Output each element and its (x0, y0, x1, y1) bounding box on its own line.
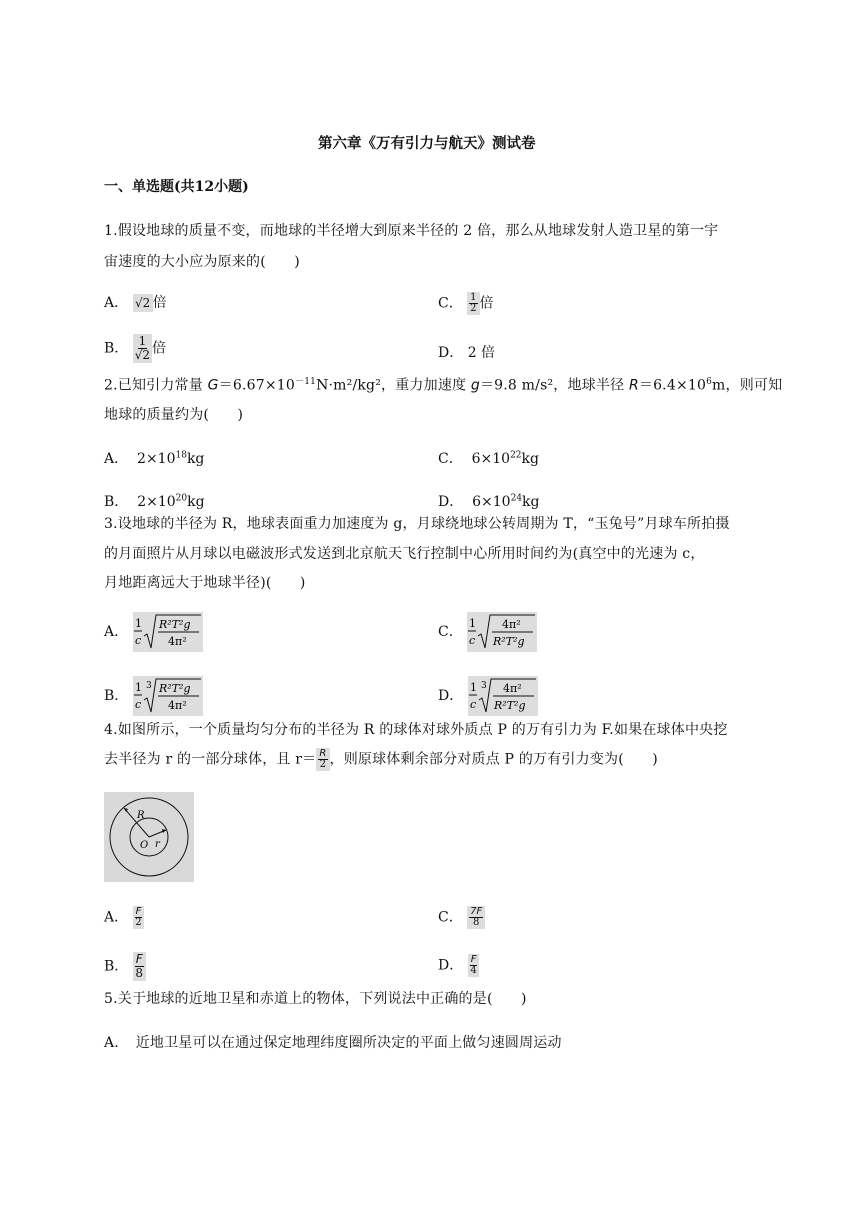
q4-option-a (104, 906, 144, 929)
option-label: A． (104, 624, 129, 640)
section-heading: 一、单选题(共12小题) (104, 179, 249, 195)
frac-num: F (470, 954, 477, 965)
q3-option-c (438, 612, 537, 652)
frac-num: F (135, 952, 143, 966)
svg-text:3: 3 (145, 681, 152, 691)
q1-line-2: 宙速度的大小应为原来的( ) (104, 254, 300, 270)
option-exp: 22 (510, 450, 522, 461)
svg-text:R²T²g: R²T²g (158, 618, 191, 631)
frac-den: 8 (473, 917, 480, 928)
formula-sqrt-4pi2-over-r2t2g (467, 612, 537, 652)
svg-text:R²T²g: R²T²g (493, 699, 526, 712)
option-label: B． (104, 958, 129, 975)
option-suffix: 倍 (479, 295, 494, 312)
q2-option-c (438, 448, 539, 468)
svg-text:1: 1 (134, 681, 142, 694)
q2-option-b (104, 491, 205, 511)
svg-text:R²T²g: R²T²g (493, 635, 525, 648)
q4-line-1: 4.如图所示，一个质量均匀分布的半径为 R 的球体对球外质点 P 的万有引力为 F.如果在球体中央挖 (104, 722, 728, 738)
option-text: 2 倍 (467, 345, 496, 361)
formula-cbrt-r2t2g-over-4pi2 (133, 676, 203, 716)
option-suffix: 倍 (152, 340, 167, 357)
option-label: D． (438, 957, 464, 974)
svg-text:4π²: 4π² (502, 618, 521, 631)
sqrt2-formula: √2 (133, 294, 153, 312)
svg-text:1: 1 (134, 617, 142, 630)
option-label: A． (104, 451, 129, 467)
option-text: kg (522, 494, 540, 510)
r-over-2-formula (316, 748, 329, 771)
fraction (467, 906, 485, 929)
q3-line-2: 的月面照片从月球以电磁波形式发送到北京航天飞行控制中心所用时间约为(真空中的光速为 c， (104, 546, 705, 562)
frac-num: F (135, 906, 142, 917)
q2-var-r: R (628, 377, 639, 394)
option-exp: 20 (175, 493, 188, 504)
option-label: B． (104, 340, 129, 357)
page-title: 第六章《万有引力与航天》测试卷 (318, 135, 536, 152)
frac-num: R (319, 748, 327, 759)
option-text: kg (521, 451, 539, 467)
q1-option-c (438, 292, 494, 315)
option-text: kg (187, 494, 205, 510)
option-label: A． (104, 295, 129, 311)
option-label: C． (438, 624, 463, 640)
option-label: C． (438, 451, 463, 467)
fig-label-r-small: r (155, 839, 160, 850)
q2-text: ＝9.8 m/s²，地球半径 (479, 377, 629, 394)
q4-text: 去半径为 r 的一部分球体，且 r＝ (104, 751, 317, 768)
option-label: D． (438, 345, 464, 361)
option-exp: 24 (510, 493, 523, 504)
option-label: D． (438, 688, 464, 704)
frac-den: 2 (135, 917, 142, 928)
q3-line-3: 月地距离远大于地球半径)( ) (104, 575, 306, 591)
svg-text:1: 1 (469, 681, 477, 694)
q1-option-b (104, 334, 166, 363)
q3-option-a (104, 612, 203, 652)
half-formula: $\frac{1}{2}$ (467, 292, 479, 315)
option-label: B． (104, 494, 129, 510)
q4-text: ，则原球体剩余部分对质点 P 的万有引力变为( ) (329, 751, 658, 768)
q2-option-d (438, 491, 540, 511)
formula-sqrt-r2t2g-over-4pi2 (133, 612, 203, 652)
q2-text: ＝6.67×10 (218, 377, 295, 394)
q2-text: m，则可知 (712, 377, 783, 394)
option-label: A． (104, 909, 129, 926)
svg-text:4π²: 4π² (167, 635, 187, 648)
option-text: 2×10 (137, 451, 176, 467)
option-text: 6×10 (471, 451, 511, 467)
option-text: 6×10 (472, 494, 511, 510)
inv-sqrt2-formula: $\frac{1}{√2}$ (134, 334, 151, 362)
fraction (133, 906, 145, 929)
q2-exp: －11 (295, 377, 317, 387)
fraction (133, 952, 146, 981)
fraction (468, 954, 480, 977)
q3-option-d (438, 676, 538, 716)
option-label: C． (438, 909, 463, 926)
svg-text:c: c (469, 698, 476, 711)
svg-text:c: c (469, 634, 476, 647)
sphere-figure (104, 792, 194, 882)
svg-text:4π²: 4π² (167, 699, 187, 712)
q2-text: 2.已知引力常量 (104, 377, 208, 394)
q2-line-1 (104, 374, 782, 395)
frac-num: 7F (470, 906, 483, 917)
frac-den: 4 (470, 965, 477, 976)
q5-line-1: 5.关于地球的近地卫星和赤道上的物体，下列说法中正确的是( ) (104, 991, 527, 1007)
q2-var-g-const: G (207, 377, 219, 394)
q1-option-a (104, 292, 167, 312)
fig-label-o: O (140, 840, 149, 851)
option-text: kg (186, 451, 205, 467)
svg-text:3: 3 (480, 681, 487, 691)
frac-den: 8 (135, 966, 144, 980)
q3-line-1: 3.设地球的半径为 R，地球表面重力加速度为 g，月球绕地球公转周期为 T，“玉兔号”月球车所拍摄 (104, 516, 730, 532)
svg-text:4π²: 4π² (502, 682, 522, 695)
q4-option-b (104, 952, 146, 981)
q5-option-a: A． 近地卫星可以在通过保定地理纬度圈所决定的平面上做匀速圆周运动 (104, 1035, 562, 1051)
q2-text: N·m²/kg²，重力加速度 (316, 377, 471, 394)
svg-text:c: c (134, 634, 141, 647)
frac-den: 2 (319, 759, 327, 770)
svg-text:R²T²g: R²T²g (158, 682, 191, 695)
option-label: C． (438, 295, 463, 312)
option-text: 2×10 (137, 494, 176, 510)
q4-option-c (438, 906, 485, 929)
fig-label-r-big: R (137, 810, 145, 821)
formula-cbrt-4pi2-over-r2t2g (468, 676, 538, 716)
q2-text: ＝6.4×10 (638, 377, 707, 394)
q3-option-b (104, 676, 203, 716)
q2-var-g: g (470, 377, 480, 394)
option-label: B． (104, 688, 129, 704)
option-exp: 18 (175, 450, 187, 461)
q2-exp: 6 (706, 377, 713, 387)
option-suffix: 倍 (152, 295, 167, 311)
svg-text:1: 1 (469, 617, 477, 630)
q1-option-d (438, 342, 495, 362)
q1-line-1: 1.假设地球的质量不变，而地球的半径增大到原来半径的 2 倍，那么从地球发射人造卫星的第一宇 (104, 223, 719, 239)
option-label: D． (438, 494, 464, 510)
q2-line-2: 地球的质量约为( ) (104, 407, 244, 423)
q2-option-a (104, 448, 204, 468)
q4-line-2 (104, 748, 658, 771)
svg-text:c: c (134, 698, 141, 711)
q4-option-d (438, 954, 479, 977)
